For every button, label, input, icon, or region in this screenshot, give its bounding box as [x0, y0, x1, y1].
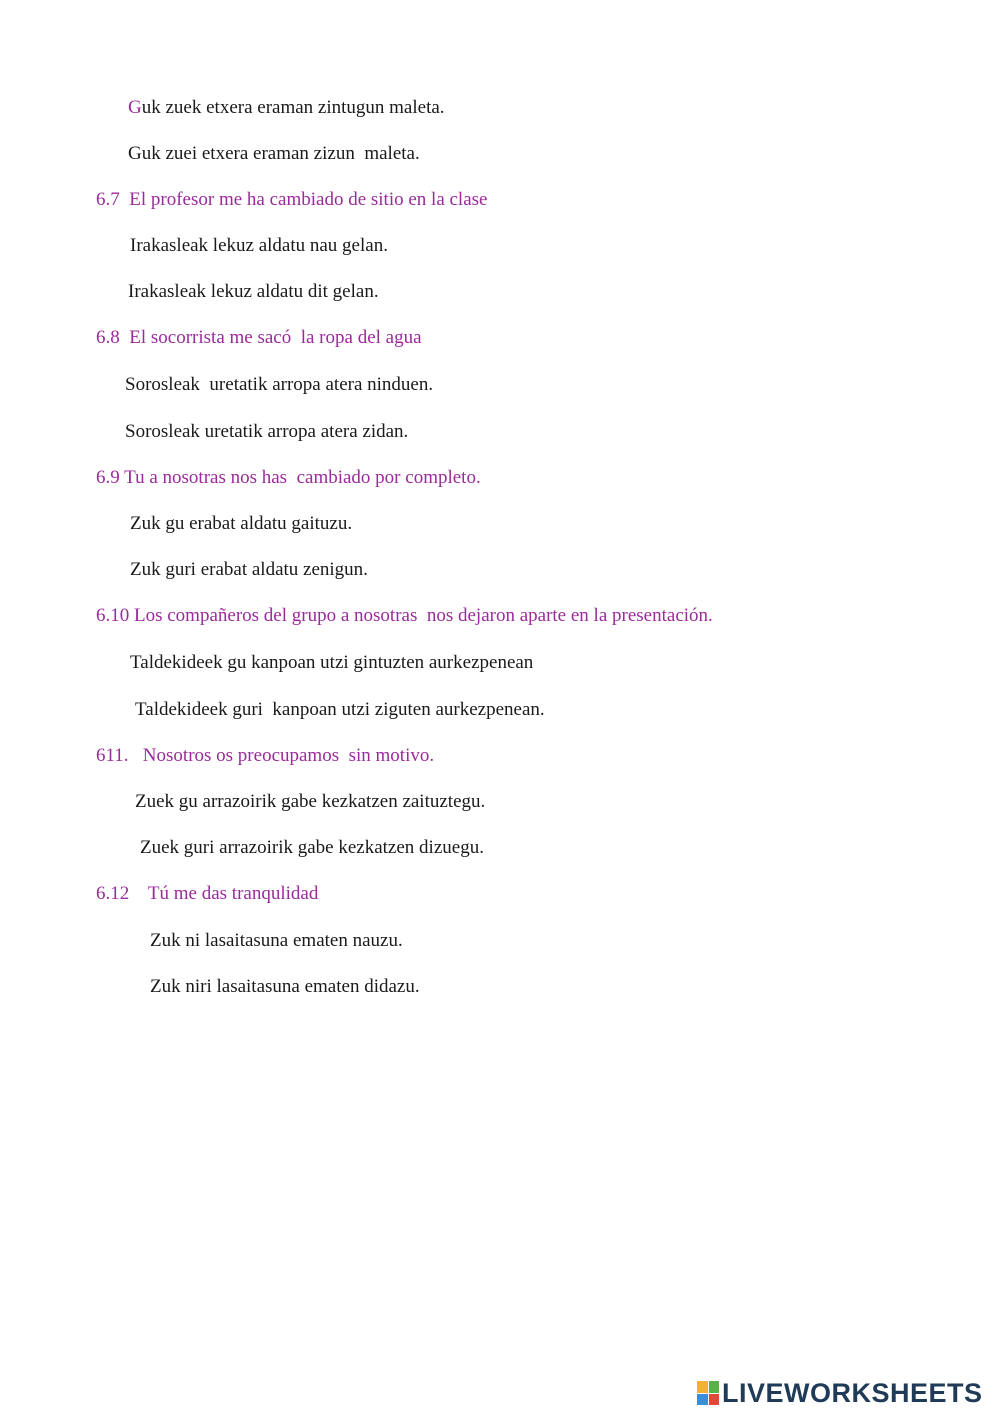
answer-line: Zuk gu erabat aldatu gaituzu.	[130, 513, 353, 534]
answer-line: Zuek guri arrazoirik gabe kezkatzen dizuegu.	[140, 837, 484, 858]
answer-line: Irakasleak lekuz aldatu nau gelan.	[130, 235, 388, 256]
answer-line: Sorosleak uretatik arropa atera ninduen.	[125, 374, 434, 395]
answer-line	[128, 96, 445, 120]
question-line: 6.12 Tú me das tranqulidad	[96, 883, 319, 904]
answer-initial: G	[128, 97, 142, 118]
answer-line: Guk zuei etxera eraman zizun maleta.	[128, 143, 420, 164]
answer-line: Zuk guri erabat aldatu zenigun.	[130, 559, 368, 580]
answer-line: Zuk niri lasaitasuna ematen didazu.	[150, 976, 420, 997]
answer-line: Sorosleak uretatik arropa atera zidan.	[125, 421, 409, 442]
question-line: 6.7 El profesor me ha cambiado de sitio en la clase	[96, 189, 488, 210]
answer-line: Zuk ni lasaitasuna ematen nauzu.	[150, 930, 403, 951]
brand-icon	[697, 1381, 719, 1405]
question-line: 6.9 Tu a nosotras nos has cambiado por completo.	[96, 467, 481, 488]
answer-line: Zuek gu arrazoirik gabe kezkatzen zaituztegu.	[135, 791, 486, 812]
answer-line: Taldekideek gu kanpoan utzi gintuzten aurkezpenean	[130, 652, 534, 673]
answer-text: uk zuek etxera eraman zintugun maleta.	[141, 97, 445, 118]
question-line: 6.10 Los compañeros del grupo a nosotras nos dejaron aparte en la presentación.	[96, 605, 713, 626]
answer-line: Taldekideek guri kanpoan utzi ziguten aurkezpenean.	[135, 699, 545, 720]
question-line: 611. Nosotros os preocupamos sin motivo.	[96, 745, 435, 766]
answer-line: Irakasleak lekuz aldatu dit gelan.	[128, 281, 379, 302]
brand-logo	[697, 1378, 983, 1408]
question-line: 6.8 El socorrista me sacó la ropa del agua	[96, 327, 422, 348]
brand-name: LIVEWORKSHEETS	[722, 1377, 983, 1408]
